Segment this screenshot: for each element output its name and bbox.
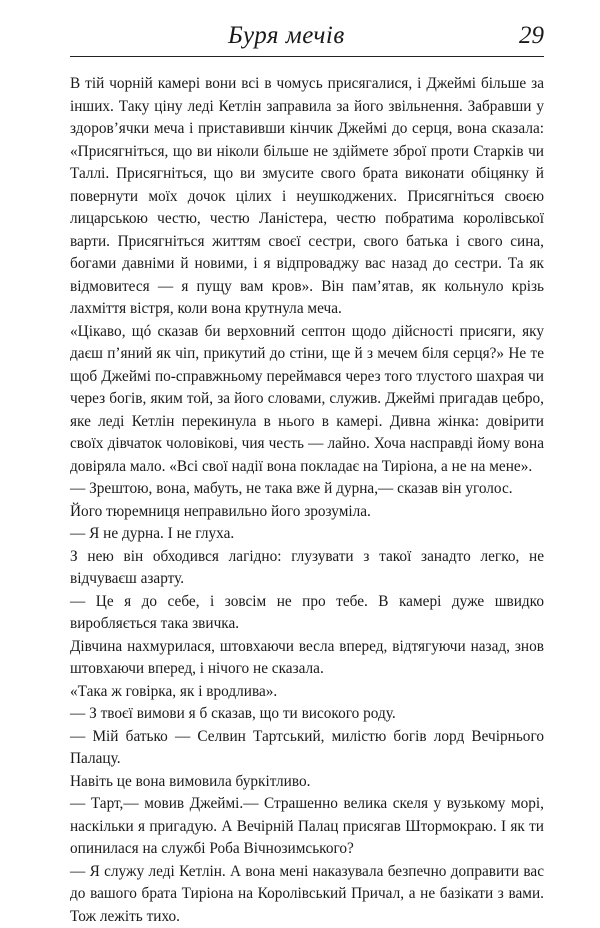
page-number: 29	[519, 22, 544, 50]
paragraph: — З твоєї вимови я б сказав, що ти високого роду.	[70, 703, 544, 726]
paragraph: Його тюремниця неправильно його зрозуміла.	[70, 501, 544, 524]
paragraph: В тій чорній камері вони всі в чомусь присягалися, і Джеймі більше за інших. Таку ціну леді Кетлін заправила за його звільнення. Забравши у здоров’ячки меча і приставивши кінчик Джеймі до серця, вона сказала: «Присягніться, що ви ніколи більше не здіймете зброї проти Старків чи Таллі. Присягніться, що ви змусите свого брата виконати обіцянку й повернути моїх дочок цілих і неушкоджених. Присягніться своєю лицарською честю, честю Ланістера, честю побратима королівської варти. Присягніться життям своєї сестри, свого батька і свого сина, богами давніми й новими, і я відпроваджу вас назад до сестри. Та як відмовитеся — я пущу вам кров». Він пам’ятав, як кольнуло крізь лахміття вістря, коли вона крутнула меча.	[70, 73, 544, 321]
paragraph: З нею він обходився лагідно: глузувати з такої занадто легко, не відчуваєш азарту.	[70, 546, 544, 591]
running-title: Буря мечів	[228, 22, 345, 50]
paragraph: «Цікаво, щó сказав би верховний септон щодо дійсності присяги, яку даєш п’яний як чіп, прикутий до стіни, ще й з мечем біля серця?» Не те щоб Джеймі по-справжньому переймався через того тлустого шахрая чи через богів, яким той, за його словами, служив. Джеймі пригадав цебро, яке леді Кетлін перекинула в нього в камері. Дивна жінка: довірити своїх дівчаток чоловікові, чия честь — лайно. Хоча насправді йому вона довіряла мало. «Всі свої надії вона покладає на Тиріона, а не на мене».	[70, 321, 544, 479]
paragraph: — Я не дурна. І не глуха.	[70, 523, 544, 546]
paragraph: «Така ж говірка, як і вродлива».	[70, 681, 544, 704]
paragraph: Навіть це вона вимовила буркітливо.	[70, 771, 544, 794]
paragraph: — Зрештою, вона, мабуть, не така вже й дурна,— сказав він уголос.	[70, 478, 544, 501]
paragraph: — Мій батько — Селвин Тартський, милістю богів лорд Вечірнього Палацу.	[70, 726, 544, 771]
paragraph: — Це я до себе, і зовсім не про тебе. В камері дуже швидко виробляється така звичка.	[70, 591, 544, 636]
header-rule	[70, 56, 544, 57]
body-text	[70, 73, 544, 928]
paragraph: — Я служу леді Кетлін. А вона мені наказувала безпечно доправити вас до вашого брата Тиріона на Королівський Причал, а не базікати з вами. Тож лежіть тихо.	[70, 861, 544, 928]
paragraph: — Тарт,— мовив Джеймі.— Страшенно велика скеля у вузькому морі, наскільки я пригадую. А Вечірній Палац присягав Штормокраю. І як ти опинилася на службі Роба Вічнозимського?	[70, 793, 544, 861]
running-header	[70, 18, 544, 58]
paragraph: Дівчина нахмурилася, штовхаючи весла вперед, відтягуючи назад, знов штовхаючи вперед, і нічого не сказала.	[70, 636, 544, 681]
